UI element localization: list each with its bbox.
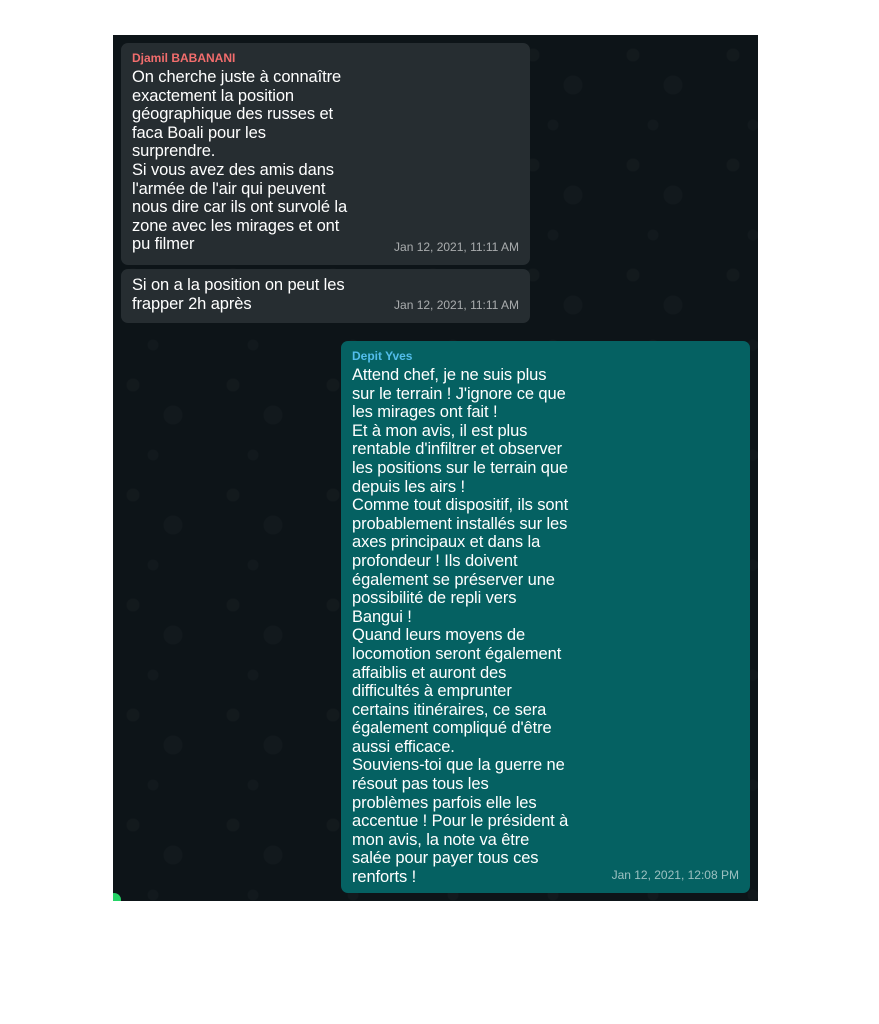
message-text: Attend chef, je ne suis plus sur le terrain ! J'ignore ce que les mirages ont fait ! Et à mon avis, il est plus rentable d'infiltrer et observer les positions sur le terrain que depuis les airs ! Comme tout dispositif, ils sont probablement installés sur les axes principaux et dans la profondeur ! Ils doivent également se préserver une possibilité de repli vers Bangui ! Quand leurs moyens de locomotion seront également affaiblis et auront des difficultés à emprunter certains itinéraires, ce sera également compliqué d'être aussi efficace. Souviens-toi que la guerre ne résout pas tous les problèmes parfois elle les accentue ! Pour le président à mon avis, la note va être salée pour payer tous ces renforts ! (352, 366, 569, 887)
chat-window (113, 35, 758, 901)
sender-name[interactable]: Djamil BABANANI (132, 51, 236, 65)
message-timestamp: Jan 12, 2021, 11:11 AM (394, 240, 519, 255)
message-timestamp: Jan 12, 2021, 12:08 PM (611, 868, 739, 883)
message-text: Si on a la position on peut les frapper 2h après (132, 276, 345, 313)
message-bubble-incoming[interactable] (121, 43, 530, 265)
message-bubble-incoming[interactable] (121, 269, 530, 323)
sender-name[interactable]: Depit Yves (352, 349, 413, 363)
message-text: On cherche juste à connaître exactement la position géographique des russes et faca Boali pour les surprendre. Si vous avez des amis dans l'armée de l'air qui peuvent nous dire car ils ont survolé la zone avec les mirages et ont pu filmer (132, 68, 348, 254)
message-timestamp: Jan 12, 2021, 11:11 AM (394, 298, 519, 313)
online-indicator-icon (113, 893, 121, 901)
message-bubble-outgoing[interactable] (341, 341, 750, 893)
